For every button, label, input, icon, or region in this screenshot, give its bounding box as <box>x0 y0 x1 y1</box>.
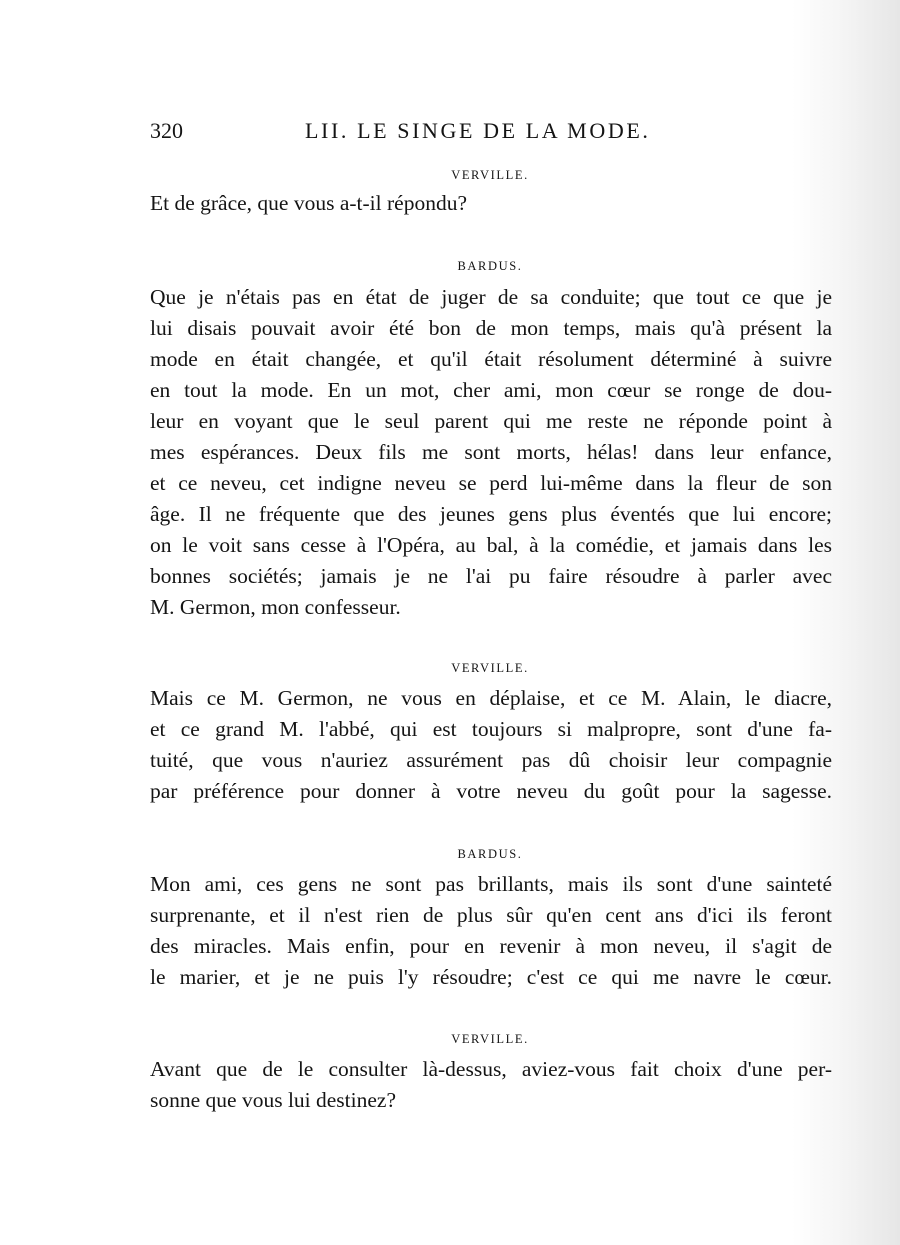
speaker-name: BARDUS. <box>457 847 523 861</box>
page-number: 320 <box>150 118 183 143</box>
running-title: LII. LE SINGE DE LA MODE. <box>305 118 651 143</box>
text-line: on le voit sans cesse à l'Opéra, au bal, à la comédie, et jamais dans les <box>150 533 832 557</box>
text-line: par préférence pour donner à votre neveu du goût pour la sagesse. <box>150 779 832 803</box>
text-line: surprenante, et il n'est rien de plus sûr qu'en cent ans d'ici ils feront <box>150 903 832 927</box>
page-header <box>150 114 840 148</box>
text-line: leur en voyant que le seul parent qui me reste ne réponde point à <box>150 409 832 433</box>
text-line: tuité, que vous n'auriez assurément pas dû choisir leur compagnie <box>150 748 832 772</box>
speaker-name: BARDUS. <box>457 259 523 273</box>
text-line: Avant que de le consulter là-dessus, aviez-vous fait choix d'une per- <box>150 1057 832 1081</box>
dialogue-paragraph <box>150 282 832 623</box>
dialogue-paragraph <box>150 683 832 807</box>
speaker-name: VERVILLE. <box>451 168 529 182</box>
text-line: Mon ami, ces gens ne sont pas brillants, mais ils sont d'une sainteté <box>150 872 832 896</box>
text-line: le marier, et je ne puis l'y résoudre; c'est ce qui me navre le cœur. <box>150 965 832 989</box>
text-line: Mais ce M. Germon, ne vous en déplaise, et ce M. Alain, le diacre, <box>150 686 832 710</box>
text-line: des miracles. Mais enfin, pour en revenir à mon neveu, il s'agit de <box>150 934 832 958</box>
speaker-name: VERVILLE. <box>451 1032 529 1046</box>
text-line: sonne que vous lui destinez? <box>150 1088 397 1112</box>
dialogue-paragraph <box>150 188 832 219</box>
text-line: M. Germon, mon confesseur. <box>150 595 401 619</box>
dialogue-paragraph <box>150 869 832 993</box>
text-line: mes espérances. Deux fils me sont morts, hélas! dans leur enfance, <box>150 440 832 464</box>
dialogue-paragraph <box>150 1054 832 1116</box>
text-line: bonnes sociétés; jamais je ne l'ai pu faire résoudre à parler avec <box>150 564 832 588</box>
text-line: âge. Il ne fréquente que des jeunes gens plus éventés que lui encore; <box>150 502 832 526</box>
text-line: Que je n'étais pas en état de juger de sa conduite; que tout ce que je <box>150 285 832 309</box>
text-line: mode en était changée, et qu'il était résolument déterminé à suivre <box>150 347 832 371</box>
text-line: en tout la mode. En un mot, cher ami, mon cœur se ronge de dou- <box>150 378 832 402</box>
text-line: et ce neveu, cet indigne neveu se perd lui-même dans la fleur de son <box>150 471 832 495</box>
speaker-name: VERVILLE. <box>451 661 529 675</box>
text-line: Et de grâce, que vous a-t-il répondu? <box>150 191 467 215</box>
text-line: et ce grand M. l'abbé, qui est toujours si malpropre, sont d'une fa- <box>150 717 832 741</box>
text-line: lui disais pouvait avoir été bon de mon temps, mais qu'à présent la <box>150 316 832 340</box>
